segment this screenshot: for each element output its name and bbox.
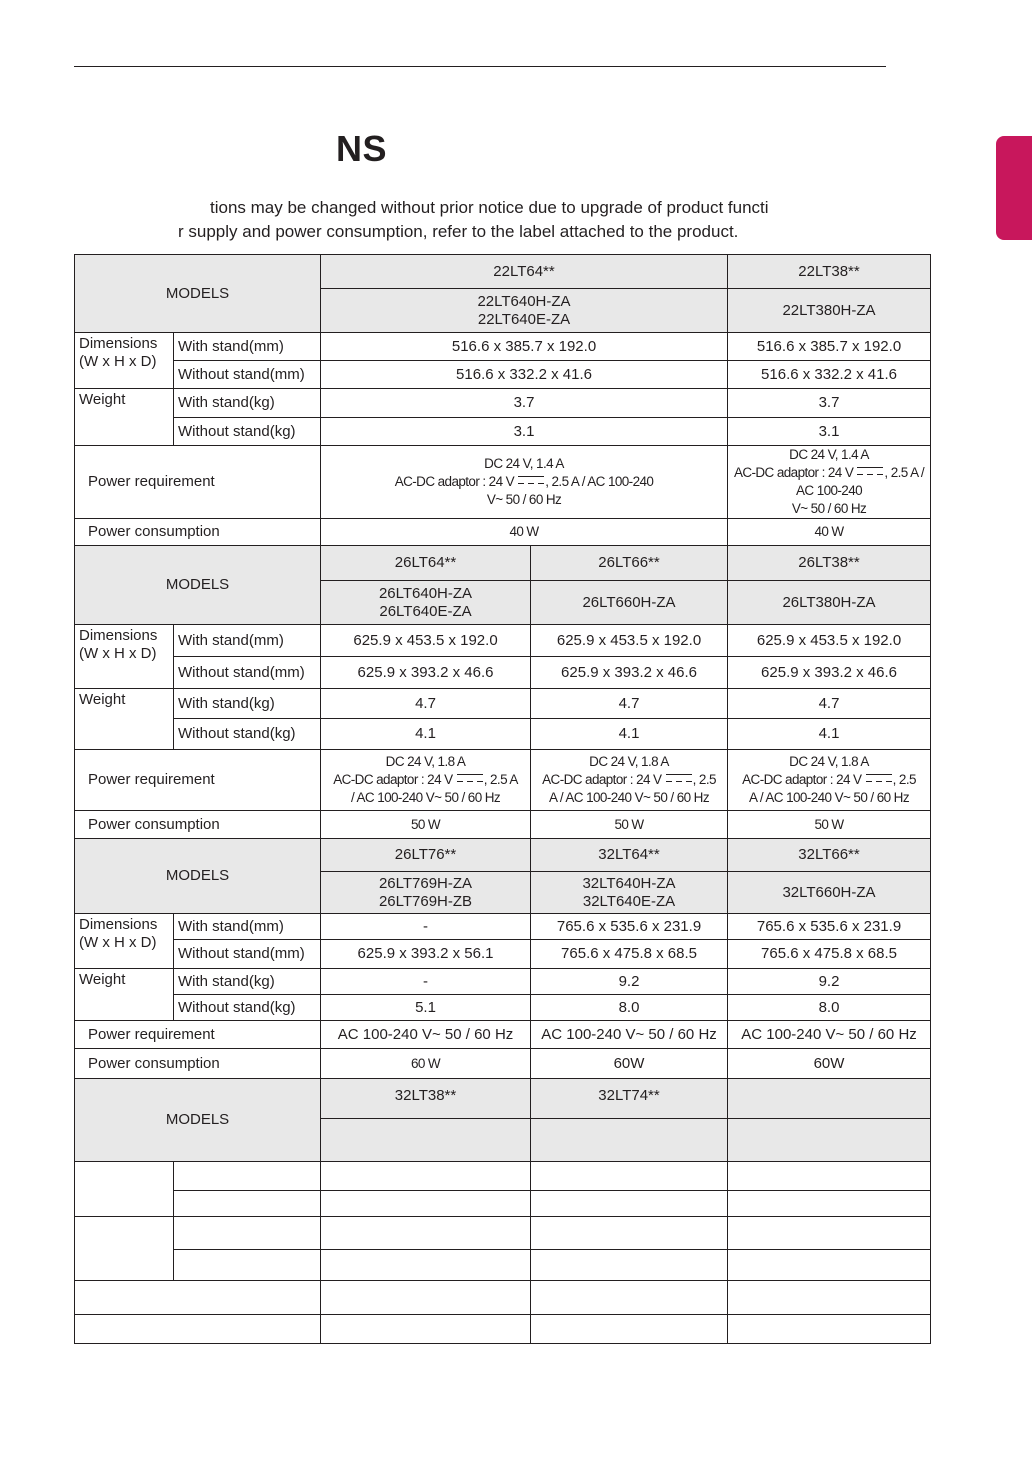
table-row xyxy=(75,1049,931,1079)
series-cell xyxy=(728,1079,931,1119)
model-cell xyxy=(728,872,931,914)
power-text: , 2.5 A / AC 100-240 xyxy=(795,465,925,498)
dimensions-text: Dimensions xyxy=(79,627,158,644)
model-name: 26LT769H-ZB xyxy=(378,892,473,910)
power-text: , 2.5 xyxy=(892,772,916,787)
power-line xyxy=(325,473,723,491)
series-cell: 32LT74** xyxy=(531,1079,728,1119)
empty-cell xyxy=(75,1162,174,1217)
model-cell xyxy=(321,1119,531,1162)
value-cell: 3.7 xyxy=(728,389,931,418)
value-cell: 765.6 x 475.8 x 68.5 xyxy=(728,940,931,969)
without-stand-kg-label: Without stand(kg) xyxy=(174,418,321,446)
model-cell xyxy=(321,581,531,625)
with-stand-kg-label: With stand(kg) xyxy=(174,689,321,719)
value-cell: 9.2 xyxy=(728,969,931,995)
table-row xyxy=(75,361,931,389)
power-requirement-label: Power requirement xyxy=(75,446,321,519)
power-line: DC 24 V, 1.4 A xyxy=(789,447,869,462)
series-cell: 26LT76** xyxy=(321,839,531,872)
value-cell: 4.1 xyxy=(728,719,931,750)
power-requirement-cell xyxy=(321,750,531,811)
value-cell xyxy=(531,811,728,839)
table-row xyxy=(75,546,931,581)
power-text: AC-DC adaptor : 24 V xyxy=(394,474,515,489)
dimensions-text: Dimensions xyxy=(79,335,158,352)
value-cell: 4.1 xyxy=(531,719,728,750)
empty-cell xyxy=(321,1250,531,1281)
table-row xyxy=(75,519,931,546)
value-cell: 625.9 x 453.5 x 192.0 xyxy=(321,625,531,657)
empty-cell xyxy=(728,1250,931,1281)
value-cell: 625.9 x 393.2 x 46.6 xyxy=(728,657,931,689)
empty-cell xyxy=(728,1217,931,1250)
model-name: 26LT640H-ZA xyxy=(378,584,473,602)
series-cell: 26LT64** xyxy=(321,546,531,581)
value-cell: 765.6 x 475.8 x 68.5 xyxy=(531,940,728,969)
empty-cell xyxy=(75,1217,174,1281)
value-cell: 625.9 x 393.2 x 46.6 xyxy=(321,657,531,689)
value-cell: 4.7 xyxy=(728,689,931,719)
value-cell xyxy=(728,519,931,546)
table-row xyxy=(75,839,931,872)
value-cell: - xyxy=(321,969,531,995)
value-cell: 3.1 xyxy=(728,418,931,446)
power-requirement-cell xyxy=(531,750,728,811)
power-text: , 2.5 A / AC 100-240 xyxy=(545,474,654,489)
value-cell: 3.1 xyxy=(321,418,728,446)
empty-cell xyxy=(174,1250,321,1281)
model-name: 32LT640E-ZA xyxy=(582,892,676,910)
table-row xyxy=(75,1217,931,1250)
empty-cell xyxy=(321,1281,531,1315)
value-cell: 4.7 xyxy=(531,689,728,719)
value-cell: 516.6 x 385.7 x 192.0 xyxy=(728,333,931,361)
model-name: 26LT660H-ZA xyxy=(582,593,676,611)
power-line: V~ 50 / 60 Hz xyxy=(791,501,867,516)
power-line xyxy=(325,771,526,789)
table-row xyxy=(75,389,931,418)
table-row xyxy=(75,811,931,839)
dimensions-label xyxy=(75,914,174,969)
power-line: A / AC 100-240 V~ 50 / 60 Hz xyxy=(749,790,909,805)
power-line xyxy=(732,771,926,789)
empty-cell xyxy=(531,1281,728,1315)
with-stand-mm-label: With stand(mm) xyxy=(174,625,321,657)
model-name: 26LT769H-ZA xyxy=(378,874,473,892)
weight-label: Weight xyxy=(75,969,174,1021)
without-stand-kg-label: Without stand(kg) xyxy=(174,719,321,750)
empty-cell xyxy=(174,1191,321,1217)
table-row xyxy=(75,940,931,969)
models-header: MODELS xyxy=(75,1079,321,1162)
power-line: DC 24 V, 1.8 A xyxy=(385,754,466,769)
table-row xyxy=(75,719,931,750)
with-stand-mm-label: With stand(mm) xyxy=(174,333,321,361)
model-name: 22LT640E-ZA xyxy=(477,310,571,328)
value-cell: - xyxy=(321,914,531,940)
series-cell: 32LT64** xyxy=(531,839,728,872)
value-cell xyxy=(321,1049,531,1079)
table-row xyxy=(75,914,931,940)
value-cell: 4.7 xyxy=(321,689,531,719)
series-cell: 32LT66** xyxy=(728,839,931,872)
power-requirement-label: Power requirement xyxy=(75,750,321,811)
model-cell xyxy=(531,872,728,914)
table-row xyxy=(75,418,931,446)
power-consumption-value: 40 W xyxy=(509,524,539,539)
power-line: DC 24 V, 1.4 A xyxy=(484,456,564,471)
without-stand-mm-label: Without stand(mm) xyxy=(174,657,321,689)
value-cell: AC 100-240 V~ 50 / 60 Hz xyxy=(728,1021,931,1049)
value-cell: 625.9 x 393.2 x 46.6 xyxy=(531,657,728,689)
value-cell xyxy=(321,811,531,839)
empty-cell xyxy=(321,1315,531,1344)
table-row xyxy=(75,1021,931,1049)
model-cell xyxy=(531,581,728,625)
model-cell xyxy=(321,872,531,914)
value-cell: AC 100-240 V~ 50 / 60 Hz xyxy=(321,1021,531,1049)
table-row xyxy=(75,689,931,719)
empty-cell xyxy=(531,1250,728,1281)
table-row xyxy=(75,750,931,811)
dimensions-text: Dimensions xyxy=(79,916,158,933)
power-text: , 2.5 xyxy=(692,772,716,787)
models-header: MODELS xyxy=(75,839,321,914)
table-row xyxy=(75,1162,931,1191)
value-cell: AC 100-240 V~ 50 / 60 Hz xyxy=(531,1021,728,1049)
without-stand-mm-label: Without stand(mm) xyxy=(174,940,321,969)
value-cell: 625.9 x 393.2 x 56.1 xyxy=(321,940,531,969)
dimensions-unit: (W x H x D) xyxy=(79,645,157,662)
dc-symbol-icon xyxy=(866,774,892,782)
series-cell: 22LT64** xyxy=(321,255,728,289)
dc-symbol-icon xyxy=(857,467,883,475)
power-consumption-value: 40 W xyxy=(814,524,844,539)
value-cell: 8.0 xyxy=(531,995,728,1021)
power-consumption-label: Power consumption xyxy=(75,1049,321,1079)
top-rule xyxy=(74,66,886,67)
series-cell: 26LT66** xyxy=(531,546,728,581)
empty-cell xyxy=(728,1162,931,1191)
dimensions-unit: (W x H x D) xyxy=(79,353,157,370)
empty-cell xyxy=(531,1162,728,1191)
series-cell: 22LT38** xyxy=(728,255,931,289)
series-cell: 26LT38** xyxy=(728,546,931,581)
power-text: AC-DC adaptor : 24 V xyxy=(733,465,854,480)
power-line: DC 24 V, 1.8 A xyxy=(789,754,869,769)
value-cell: 516.6 x 385.7 x 192.0 xyxy=(321,333,728,361)
empty-cell xyxy=(728,1315,931,1344)
power-consumption-label: Power consumption xyxy=(75,519,321,546)
table-row xyxy=(75,446,931,519)
model-cell xyxy=(728,289,931,333)
table-row xyxy=(75,995,931,1021)
dimensions-unit: (W x H x D) xyxy=(79,934,157,951)
with-stand-kg-label: With stand(kg) xyxy=(174,969,321,995)
table-row xyxy=(75,333,931,361)
table-row xyxy=(75,657,931,689)
empty-cell xyxy=(728,1281,931,1315)
power-line: DC 24 V, 1.8 A xyxy=(589,754,669,769)
value-cell xyxy=(728,811,931,839)
table-row xyxy=(75,255,931,289)
dc-symbol-icon xyxy=(666,774,692,782)
without-stand-mm-label: Without stand(mm) xyxy=(174,361,321,389)
empty-cell xyxy=(321,1162,531,1191)
value-cell: 516.6 x 332.2 x 41.6 xyxy=(728,361,931,389)
models-header: MODELS xyxy=(75,255,321,333)
value-cell: 3.7 xyxy=(321,389,728,418)
value-cell: 765.6 x 535.6 x 231.9 xyxy=(728,914,931,940)
table-row xyxy=(75,1250,931,1281)
empty-cell xyxy=(321,1191,531,1217)
table-row xyxy=(75,969,931,995)
table-row xyxy=(75,625,931,657)
table-row xyxy=(75,1315,931,1344)
power-requirement-cell xyxy=(321,446,728,519)
model-name: 32LT660H-ZA xyxy=(782,883,876,901)
power-line xyxy=(535,771,723,789)
model-cell xyxy=(321,289,728,333)
power-text: AC-DC adaptor : 24 V xyxy=(742,772,862,787)
value-cell: 60W xyxy=(531,1049,728,1079)
power-line: / AC 100-240 V~ 50 / 60 Hz xyxy=(350,790,501,805)
power-requirement-cell xyxy=(728,750,931,811)
model-name: 26LT640E-ZA xyxy=(379,602,472,620)
empty-cell xyxy=(531,1217,728,1250)
empty-cell xyxy=(75,1315,321,1344)
empty-cell xyxy=(75,1281,321,1315)
power-text: AC-DC adaptor : 24 V xyxy=(542,772,662,787)
value-cell: 60W xyxy=(728,1049,931,1079)
power-requirement-label: Power requirement xyxy=(75,1021,321,1049)
without-stand-kg-label: Without stand(kg) xyxy=(174,995,321,1021)
note-line-2: r supply and power consumption, refer to the label attached to the product. xyxy=(178,222,739,241)
value-cell: 625.9 x 453.5 x 192.0 xyxy=(531,625,728,657)
model-name: 32LT640H-ZA xyxy=(582,874,676,892)
empty-cell xyxy=(531,1191,728,1217)
power-line: A / AC 100-240 V~ 50 / 60 Hz xyxy=(549,790,709,805)
weight-label: Weight xyxy=(75,389,174,446)
table-row xyxy=(75,1281,931,1315)
power-line xyxy=(732,464,926,500)
model-cell xyxy=(531,1119,728,1162)
value-cell: 4.1 xyxy=(321,719,531,750)
power-requirement-cell xyxy=(728,446,931,519)
power-line: V~ 50 / 60 Hz xyxy=(486,492,562,507)
model-name: 22LT380H-ZA xyxy=(782,301,876,319)
table-row xyxy=(75,1079,931,1119)
power-consumption-label: Power consumption xyxy=(75,811,321,839)
value-cell: 9.2 xyxy=(531,969,728,995)
model-cell xyxy=(728,1119,931,1162)
dc-symbol-icon xyxy=(457,774,483,782)
value-cell xyxy=(321,519,728,546)
dimensions-label xyxy=(75,333,174,389)
note-line-1: tions may be changed without prior notice due to upgrade of product functi xyxy=(210,198,769,217)
section-tab xyxy=(996,136,1032,240)
empty-cell xyxy=(531,1315,728,1344)
page-title: NS xyxy=(336,128,388,169)
value-cell: 516.6 x 332.2 x 41.6 xyxy=(321,361,728,389)
table-row xyxy=(75,1191,931,1217)
power-consumption-value: 50 W xyxy=(410,816,441,832)
with-stand-kg-label: With stand(kg) xyxy=(174,389,321,418)
value-cell: 5.1 xyxy=(321,995,531,1021)
power-consumption-value: 60 W xyxy=(410,1055,441,1071)
with-stand-mm-label: With stand(mm) xyxy=(174,914,321,940)
model-name: 26LT380H-ZA xyxy=(782,593,876,611)
empty-cell xyxy=(321,1217,531,1250)
empty-cell xyxy=(728,1191,931,1217)
power-consumption-value: 50 W xyxy=(814,816,844,832)
value-cell: 625.9 x 453.5 x 192.0 xyxy=(728,625,931,657)
value-cell: 8.0 xyxy=(728,995,931,1021)
specifications-table xyxy=(74,254,931,1344)
models-header: MODELS xyxy=(75,546,321,625)
dc-symbol-icon xyxy=(518,476,544,484)
empty-cell xyxy=(174,1162,321,1191)
power-consumption-value: 50 W xyxy=(614,816,644,832)
empty-cell xyxy=(174,1217,321,1250)
model-name: 22LT640H-ZA xyxy=(477,292,571,310)
value-cell: 765.6 x 535.6 x 231.9 xyxy=(531,914,728,940)
power-text: AC-DC adaptor : 24 V xyxy=(333,772,453,787)
series-cell: 32LT38** xyxy=(321,1079,531,1119)
dimensions-label xyxy=(75,625,174,689)
power-text: , 2.5 A xyxy=(483,772,518,787)
weight-label: Weight xyxy=(75,689,174,750)
model-cell xyxy=(728,581,931,625)
